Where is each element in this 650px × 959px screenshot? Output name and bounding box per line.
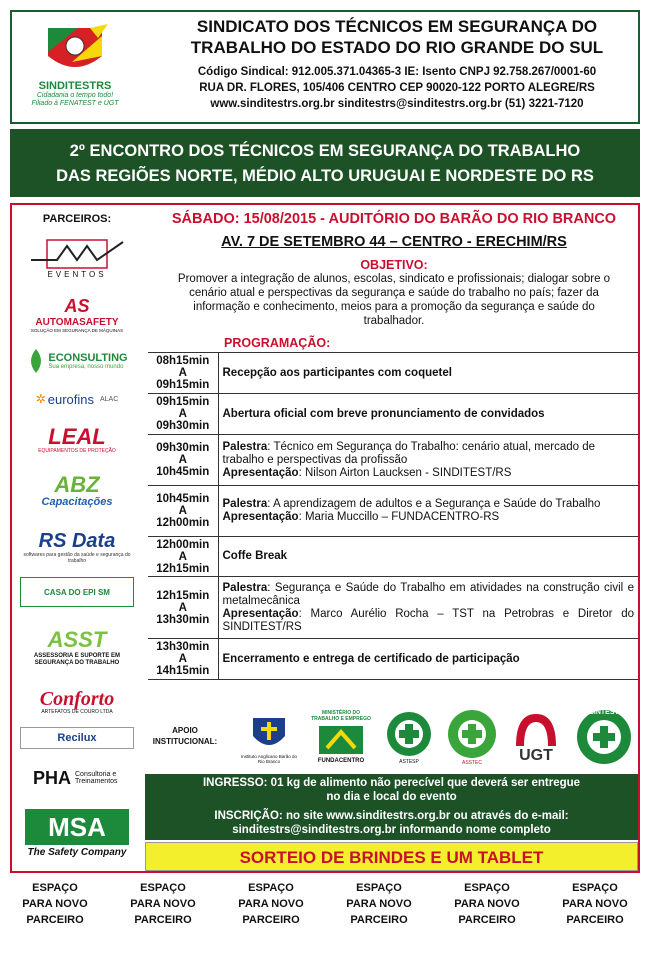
cross-badge-icon [446,708,498,760]
partner-eventos-logo [20,233,134,283]
partner-leal-logo [20,421,134,459]
support-asstec-logo [444,707,500,767]
partner-rsdata-sub: softwares para gestão da saúde e segurança do trabalho [23,552,131,564]
partner-casadoepi-label: CASA DO EPI SM [44,587,110,597]
schedule-row [148,353,638,394]
partner-spaces [10,880,640,928]
partner-automasafety-label: AUTOMASAFETY [35,316,119,328]
partner-abz-sub: Capacitações [41,496,113,508]
inscricao-line2: sinditestrs@sinditestrs.org.br informando nome completo [232,823,551,836]
logo-name: SINDITESTRS [38,80,112,92]
main-panel [10,203,640,873]
partner-econsulting-logo [20,343,134,379]
schedule-activity: Palestra: A aprendizagem de adultos e a Segurança e Saúde do Trabalho Apresentação: Maria Muccillo – FUNDACENTRO-RS [218,486,638,537]
partner-space: ESPAÇO PARA NOVO PARCEIRO [238,882,304,926]
raffle-banner: SORTEIO DE BRINDES E UM TABLET [145,842,638,871]
schedule-row [148,394,638,435]
logo-tagline: Cidadania o tempo todo! [36,92,114,99]
schedule-time: 13h30min A 14h15min [148,639,218,680]
partner-eventos-label: EVENTOS [47,269,107,279]
schedule-activity: Recepção aos participantes com coquetel [218,353,638,394]
logo-affiliation: Filiado à FENATEST e UGT [31,100,119,107]
eurofins-icon: ✲ [35,392,46,406]
header [10,10,640,124]
schedule-row [148,537,638,577]
support-sintest-logo [572,705,636,769]
partner-abz-logo [20,469,134,513]
schedule-time: 09h15min A 09h30min [148,394,218,435]
schedule-activity: Palestra: Segurança e Saúde do Trabalho em atividades na construção civil e metalmecânica Apresentação: Marco Aurélio Rocha – TST na Petrobras e Diretor do SINDITEST/RS [218,577,638,639]
inscription-box [145,774,638,840]
event-title-line1: 2º ENCONTRO DOS TÉCNICOS EM SEGURANÇA DO TRABALHO [69,142,581,160]
emblem-icon [38,22,112,78]
shield-icon [249,714,289,754]
event-details [150,205,638,680]
objective-title: OBJETIVO: [360,258,428,272]
schedule-activity: Abertura oficial com breve pronunciamento de convidados [218,394,638,435]
schedule-time: 12h15min A 13h30min [148,577,218,639]
event-address: AV. 7 DE SETEMBRO 44 – CENTRO - ERECHIM/RS [221,234,567,250]
support-label: APOIO INSTITUCIONAL: [152,726,218,746]
header-text [162,16,632,112]
partner-pha-sub: Consultoria e Treinamentos [75,771,118,785]
partner-eurofins-logo [20,385,134,413]
program-title: PROGRAMAÇÃO: [224,336,331,350]
partner-pha-logo [20,761,134,795]
support-ugt-label: UGT [519,747,553,764]
ingresso-line2: no dia e local do evento [326,790,457,803]
event-banner [10,129,640,197]
partner-space: ESPAÇO PARA NOVO PARCEIRO [346,882,412,926]
ugt-icon [510,710,562,748]
partner-assessoria-logo: ASST ASSESSORIA E SUPORTE EM SEGURANÇA DO TRABALHO [20,615,134,679]
ingresso-line1: INGRESSO: 01 kg de alimento não perecível que deverá ser entregue [202,777,581,789]
partner-eurofins-label: eurofins [47,391,94,407]
partner-leal-label: LEAL [48,424,106,449]
partner-econsulting-sub: Sua empresa, nosso mundo [48,364,124,370]
partner-automasafety-sub: SOLUÇÃO EM SEGURANÇA DE MÁQUINAS [30,327,124,333]
partner-recilux-label: Recilux [57,732,97,744]
org-title-line2: TRABALHO DO ESTADO DO RIO GRANDE DO SUL [190,38,604,57]
partner-rsdata-label: RS Data [38,530,116,552]
partners-column [12,205,142,871]
partner-recilux-logo [20,727,134,749]
partner-alac-label: ALAC [100,395,119,403]
schedule-time: 10h45min A 12h00min [148,486,218,537]
partner-leal-sub: EQUIPAMENTOS DE PROTEÇÃO [38,448,116,454]
org-codes: Código Sindical: 912.005.371.04365-3 IE: Isento CNPJ 92.758.267/0001-60 [197,66,597,78]
partner-pha-label: PHA [32,767,71,788]
partner-conforto-logo [20,685,134,719]
support-anglicano-label: Instituto Anglicano Barão do Rio Branco [240,754,298,764]
support-fundacentro-label: FUNDACENTRO [317,758,365,764]
event-date: SÁBADO: 15/08/2015 - AUDITÓRIO DO BARÃO DO RIO BRANCO [171,211,617,227]
schedule-row [148,577,638,639]
schedule-row [148,486,638,537]
partner-rsdata-logo [20,521,134,573]
partner-msa-logo [20,803,134,863]
support-asstec-label: ASSTEC [461,760,482,766]
gear-icon [574,707,634,767]
support-fundacentro-logo [308,703,374,771]
schedule-time: 09h30min A 10h45min [148,435,218,486]
gear-cross-icon [384,709,434,759]
partner-econsulting-label: ECONSULTING [48,352,128,364]
schedule-row [148,435,638,486]
partner-space: ESPAÇO PARA NOVO PARCEIRO [130,882,196,926]
partner-assessoria-label: ASSESSORIA E SUPORTE EM SEGURANÇA DO TRABALHO [33,653,121,666]
sinditestrs-logo [20,18,130,122]
event-title-line2: DAS REGIÕES NORTE, MÉDIO ALTO URUGUAI E NORDESTE DO RS [56,167,594,185]
partner-abz-label: ABZ [54,472,100,497]
schedule-activity: Encerramento e entrega de certificado de participação [218,639,638,680]
partners-title: PARCEIROS: [42,213,112,225]
support-astesp-logo [382,707,436,767]
partner-casadoepi-logo [20,577,134,607]
schedule-activity: Palestra: Técnico em Segurança do Trabalho: cenário atual, mercado de trabalho e perspectivas da profissão Apresentação: Nilson Airton Laucksen - SINDITEST/RS [218,435,638,486]
schedule-time: 12h00min A 12h15min [148,537,218,577]
partner-msa-sub: The Safety Company [27,846,127,858]
partner-space: ESPAÇO PARA NOVO PARCEIRO [454,882,520,926]
partner-conforto-label: Conforto [39,688,115,710]
partner-space: ESPAÇO PARA NOVO PARCEIRO [562,882,628,926]
org-title-line1: SINDICATO DOS TÉCNICOS EM SEGURANÇA DO [196,17,598,36]
support-sintest-label: SINTEST [589,709,619,716]
eventos-icon [27,238,127,270]
support-mte-label: MINISTÉRIO DO TRABALHO E EMPREGO [311,710,371,722]
support-anglicano-logo [238,707,300,771]
schedule-table [148,352,638,680]
partner-msa-label: MSA [25,809,129,845]
objective-text: Promover a integração de alunos, escolas, sindicato e profissionais; dialogar sobre o cenário atual e perspectivas da segurança e saúde do trabalho no país; fazer da informação e conhecimento, meios para a promoção da segurança e saúde do trabalhador. [177,273,611,327]
inscricao-line1: INSCRIÇÃO: no site www.sinditestrs.org.br ou através do e-mail: [214,810,569,822]
schedule-row [148,639,638,680]
org-address: RUA DR. FLORES, 105/406 CENTRO CEP 90020-122 PORTO ALEGRE/RS [199,82,595,94]
schedule-activity: Coffe Break [218,537,638,577]
support-astesp-label: ASTESP [399,759,419,765]
fundacentro-icon [317,722,365,758]
leaf-icon [26,347,46,375]
partner-space: ESPAÇO PARA NOVO PARCEIRO [22,882,88,926]
partner-automasafety-logo: AS AUTOMASAFETY SOLUÇÃO EM SEGURANÇA DE MÁQUINAS [30,295,124,333]
schedule-time: 08h15min A 09h15min [148,353,218,394]
org-contact: www.sinditestrs.org.br sinditestrs@sinditestrs.org.br (51) 3221-7120 [210,98,584,110]
support-section [150,701,638,773]
support-ugt-logo [506,705,566,769]
partner-conforto-sub: ARTEFATOS DE COURO LTDA [41,709,113,715]
